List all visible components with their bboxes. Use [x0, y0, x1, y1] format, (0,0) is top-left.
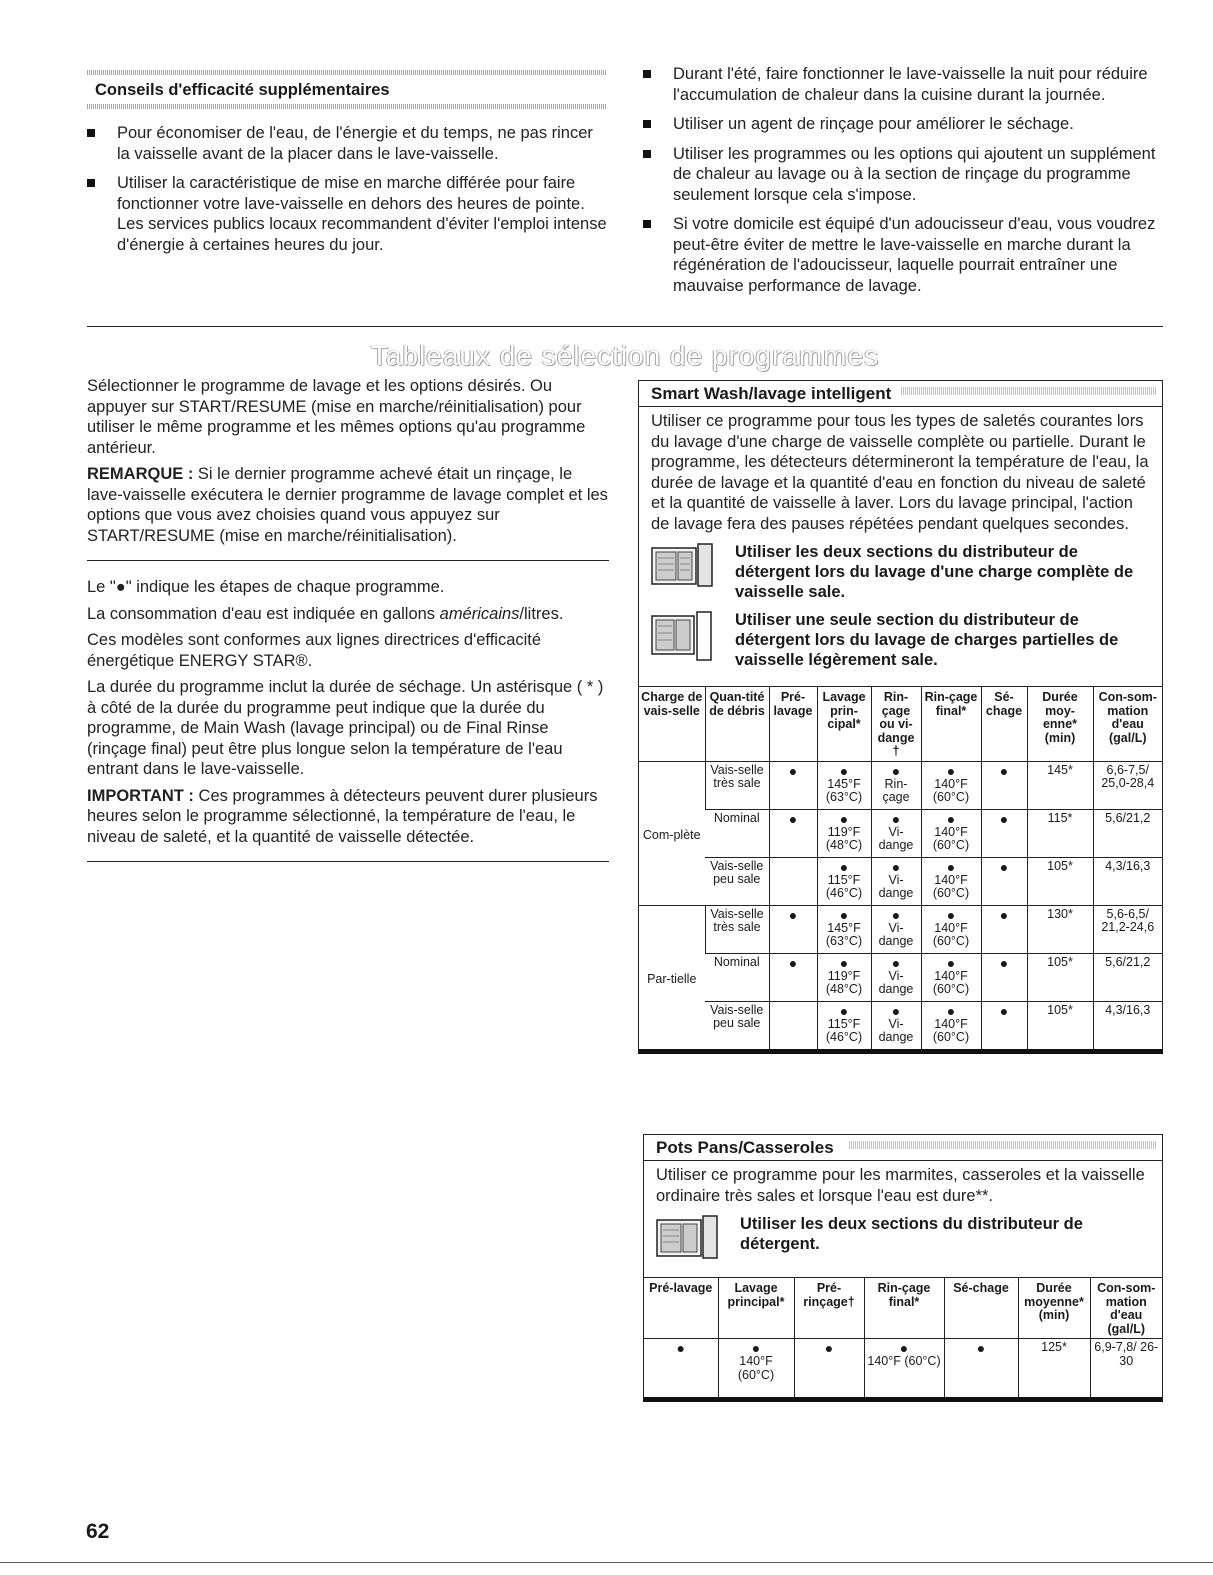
- table-header: Durée moy-enne* (min): [1027, 687, 1093, 762]
- final-rinse-cell: ● 140°F (60°C): [864, 1339, 944, 1397]
- soil-cell: Vais-selle très sale: [705, 905, 769, 953]
- water-cell: 4,3/16,3: [1093, 1001, 1162, 1049]
- time-cell: 130*: [1027, 905, 1093, 953]
- soil-cell: Nominal: [713, 810, 760, 825]
- water-cell: 6,6-7,5/ 25,0-28,4: [1093, 761, 1162, 809]
- pots-pans-title: Pots Pans/Casseroles: [644, 1135, 1162, 1161]
- table-header: Pré-rinçage†: [794, 1278, 864, 1339]
- prewash-cell: [769, 1001, 817, 1049]
- smart-wash-title: Smart Wash/lavage intelligent: [639, 381, 1162, 407]
- table-row: [639, 809, 1162, 857]
- list-item: Utiliser les programmes ou les options qui ajoutent un supplément de chaleur au lavage ou à la section de rinçage du programme seulement lorsque cela s'impose.: [643, 144, 1163, 206]
- smart-wash-description: Utiliser ce programme pour tous les types de saletés courantes lors du lavage d'une charge de vaisselle complète ou partielle. Durant le programme, les détecteurs détermineront la température de l'eau, la durée de lavage et la quantité d'eau en fonction du niveau de saleté et la quantité de vaisselle à laver. Lors du lavage principal, l'action de lavage fera des pauses répétées pendant quelques secondes.: [651, 412, 1149, 533]
- intro-column: [87, 376, 609, 862]
- table-header: Durée moyenne* (min): [1018, 1278, 1090, 1339]
- dispenser-one-section-icon: [651, 610, 715, 667]
- stipple-decoration: [849, 1141, 1156, 1149]
- detergent-tip-both: [644, 1210, 1162, 1269]
- intro-paragraph: Sélectionner le programme de lavage et les options désirés. Ou appuyer sur START/RESUME (mise en marche/réinitialisation) pour utiliser le même programme et les mêmes options qu'au programme antérieur.: [87, 377, 586, 457]
- water-cell: 5,6/21,2: [1093, 953, 1162, 1001]
- rinse-cell: ● Vi-dange: [871, 857, 921, 905]
- mainwash-cell: ● 115°F (46°C): [817, 1001, 871, 1049]
- dispenser-both-sections-icon: [656, 1214, 720, 1265]
- table-header: Rin-çage final*: [864, 1278, 944, 1339]
- charge-cell: Par-tielle: [647, 972, 697, 987]
- table-header: Pré-lavage: [649, 1281, 713, 1295]
- dispenser-both-sections-icon: [651, 542, 715, 593]
- bullet-icon: [643, 220, 651, 228]
- soil-cell: Nominal: [713, 954, 760, 969]
- prerinse-cell: ●: [794, 1339, 864, 1397]
- dry-cell: ●: [981, 905, 1027, 953]
- charge-cell: Com-plète: [642, 828, 701, 843]
- efficiency-tips-list: [87, 123, 607, 255]
- legend-water: La consommation d'eau est indiquée en gallons américains/litres.: [87, 604, 564, 623]
- dry-cell: ●: [981, 1001, 1027, 1049]
- list-item: Utiliser la caractéristique de mise en marche différée pour faire fonctionner votre lave-vaisselle en dehors des heures de pointe. Les services publics locaux recommandent d'éviter l'emploi intense d'énergie à certaines heures du jour.: [87, 173, 607, 255]
- smart-wash-box: [638, 380, 1163, 1054]
- prewash-cell: ●: [769, 761, 817, 809]
- section-title: Tableaux de sélection de programmes: [370, 340, 880, 371]
- time-cell: 105*: [1027, 953, 1093, 1001]
- bullet-icon: [643, 120, 651, 128]
- mainwash-cell: ● 145°F (63°C): [817, 761, 871, 809]
- soil-cell: Vais-selle peu sale: [710, 858, 764, 886]
- water-cell: 5,6/21,2: [1093, 809, 1162, 857]
- prewash-cell: ●: [769, 953, 817, 1001]
- list-item: Utiliser un agent de rinçage pour améliorer le séchage.: [643, 114, 1163, 135]
- mainwash-cell: ● 115°F (46°C): [817, 857, 871, 905]
- prewash-cell: ●: [769, 905, 817, 953]
- bullet-icon: [87, 129, 95, 137]
- table-row: [639, 857, 1162, 905]
- rinse-cell: ● Vi-dange: [871, 953, 921, 1001]
- water-cell: 4,3/16,3: [1093, 857, 1162, 905]
- note-label: REMARQUE :: [87, 465, 194, 483]
- table-header: Lavage prin-cipal*: [817, 687, 871, 762]
- prewash-cell: ●: [769, 809, 817, 857]
- efficiency-tips-list-2: [643, 64, 1163, 296]
- legend-energy-star: Ces modèles sont conformes aux lignes directrices d'efficacité énergétique ENERGY STAR®.: [87, 631, 542, 670]
- mainwash-cell: ● 119°F (48°C): [817, 953, 871, 1001]
- dotted-rule: [87, 70, 607, 75]
- table-header: Rin-çage ou vi-dange †: [871, 687, 921, 762]
- prewash-cell: [769, 857, 817, 905]
- detergent-tip-both-text: Utiliser les deux sections du distributeur de détergent.: [740, 1215, 1083, 1253]
- dry-cell: ●: [981, 953, 1027, 1001]
- section-divider: [87, 326, 1163, 327]
- dry-cell: ●: [944, 1339, 1018, 1397]
- table-header: Charge de vais-selle: [641, 690, 703, 718]
- stipple-decoration: [901, 387, 1156, 395]
- smart-wash-table: [639, 686, 1162, 1049]
- rinse-cell: ● Vi-dange: [871, 905, 921, 953]
- efficiency-tips-section: [87, 70, 607, 264]
- table-row: [639, 905, 1162, 953]
- table-header: Sé-chage: [944, 1278, 1018, 1339]
- table-header: Lavage principal*: [718, 1278, 794, 1339]
- dotted-rule: [87, 104, 607, 109]
- table-header: Pré-lavage: [769, 687, 817, 762]
- divider: [87, 560, 609, 561]
- important-paragraph: IMPORTANT : Ces programmes à détecteurs peuvent durer plusieurs heures selon le programme sélectionné, la température de l'eau, le niveau de saleté, et la quantité de vaisselle détectée.: [87, 786, 598, 846]
- detergent-tip-partial: [639, 606, 1162, 674]
- divider: [87, 861, 609, 862]
- final-rinse-cell: ● 140°F (60°C): [921, 905, 981, 953]
- legend-duration: La durée du programme inclut la durée de séchage. Un astérisque ( * ) à côté de la durée du programme peut indique que la durée du programme, de Main Wash (lavage principal) ou de Final Rinse (rinçage final) peut être plus longue selon la température de l'eau entrant dans le lave-vaisselle.: [87, 678, 604, 778]
- bullet-icon: [643, 70, 651, 78]
- table-row: [639, 1001, 1162, 1049]
- detergent-tip-partial-text: Utiliser une seule section du distributeur de détergent lors du lavage de charges partielles de vaisselle légèrement sale.: [735, 611, 1119, 669]
- soil-cell: Vais-selle peu sale: [710, 1002, 764, 1030]
- water-cell: 5,6-6,5/ 21,2-24,6: [1093, 905, 1162, 953]
- time-cell: 105*: [1027, 1001, 1093, 1049]
- water-cell: 6,9-7,8/ 26-30: [1090, 1339, 1162, 1397]
- table-header: Quan-tité de débris: [705, 687, 769, 762]
- important-label: IMPORTANT :: [87, 786, 194, 805]
- mainwash-cell: ● 145°F (63°C): [817, 905, 871, 953]
- final-rinse-cell: ● 140°F (60°C): [921, 953, 981, 1001]
- efficiency-tips-heading: Conseils d'efficacité supplémentaires: [95, 81, 390, 99]
- mainwash-cell: ● 140°F (60°C): [718, 1339, 794, 1397]
- efficiency-tips-continued: [643, 64, 1163, 305]
- legend-dot: Le "●" indique les étapes de chaque programme.: [87, 578, 445, 596]
- prewash-cell: ●: [676, 1340, 685, 1356]
- list-item: Si votre domicile est équipé d'un adoucisseur d'eau, vous voudrez peut-être éviter de mettre le lave-vaisselle en marche durant la régénération de l'adoucisseur, laquelle pourrait entraîner une mauvaise performance de lavage.: [643, 214, 1163, 296]
- dry-cell: ●: [981, 761, 1027, 809]
- mainwash-cell: ● 119°F (48°C): [817, 809, 871, 857]
- soil-cell: Vais-selle très sale: [705, 761, 769, 809]
- detergent-tip-full: [639, 538, 1162, 606]
- pots-pans-box: [643, 1134, 1163, 1402]
- final-rinse-cell: ● 140°F (60°C): [921, 857, 981, 905]
- table-row: [644, 1339, 1162, 1397]
- table-row: [639, 761, 1162, 809]
- dry-cell: ●: [981, 857, 1027, 905]
- bullet-icon: [87, 179, 95, 187]
- time-cell: 105*: [1027, 857, 1093, 905]
- table-header: Rin-çage final*: [921, 687, 981, 762]
- time-cell: 145*: [1027, 761, 1093, 809]
- time-cell: 115*: [1027, 809, 1093, 857]
- rinse-cell: ● Vi-dange: [871, 1001, 921, 1049]
- table-header: Sé-chage: [981, 687, 1027, 762]
- time-cell: 125*: [1018, 1339, 1090, 1397]
- list-item: Pour économiser de l'eau, de l'énergie et du temps, ne pas rincer la vaisselle avant de la placer dans le lave-vaisselle.: [87, 123, 607, 164]
- pots-pans-table: [644, 1277, 1162, 1397]
- final-rinse-cell: ● 140°F (60°C): [921, 809, 981, 857]
- table-header: Con-som-mation d'eau (gal/L): [1093, 687, 1162, 762]
- table-row: [639, 953, 1162, 1001]
- bottom-rule: [0, 1562, 1213, 1563]
- final-rinse-cell: ● 140°F (60°C): [921, 761, 981, 809]
- detergent-tip-full-text: Utiliser les deux sections du distributeur de détergent lors du lavage d'une charge complète de vaisselle sale.: [735, 543, 1134, 601]
- note-paragraph: REMARQUE : Si le dernier programme achevé était un rinçage, le lave-vaisselle exécutera le dernier programme de lavage complet et les options que vous avez choisies quand vous appuyez sur START/RESUME (mise en marche/réinitialisation).: [87, 465, 608, 545]
- rinse-cell: ● Rin-çage: [871, 761, 921, 809]
- dry-cell: ●: [981, 809, 1027, 857]
- bullet-icon: [643, 150, 651, 158]
- page-number: 62: [86, 1520, 110, 1543]
- rinse-cell: ● Vi-dange: [871, 809, 921, 857]
- final-rinse-cell: ● 140°F (60°C): [921, 1001, 981, 1049]
- pots-pans-description: Utiliser ce programme pour les marmites, casseroles et la vaisselle ordinaire très sales et lorsque l'eau est dure**.: [656, 1166, 1145, 1205]
- table-header: Con-som-mation d'eau (gal/L): [1090, 1278, 1162, 1339]
- list-item: Durant l'été, faire fonctionner le lave-vaisselle la nuit pour réduire l'accumulation de chaleur dans la cuisine durant la journée.: [643, 64, 1163, 105]
